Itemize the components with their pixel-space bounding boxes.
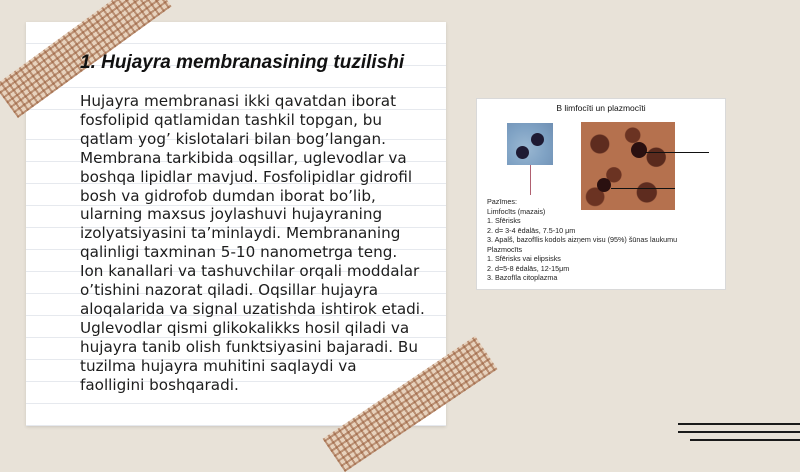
decorative-line [690,439,800,441]
plasmocyte-cell [631,142,647,158]
legend-line: 1. Sfērisks [487,216,521,225]
legend-line: Pazīmes: [487,197,517,206]
figure-legend [487,197,677,283]
lymphocyte-cell [516,146,529,159]
legend-line: 2. d=5-8 ēdalās, 12-15μm [487,263,570,273]
legend-line: 3. Apalš, bazofīlis kodols aizņem visu (95%) šūnas laukumu [487,235,678,244]
plasmocyte-cell [597,178,611,192]
legend-line: 3. Bazofīla citoplazma [487,273,558,282]
pointer-line [530,165,531,195]
legend-line: Plazmocīts [487,244,523,254]
figure-title: B limfocīti un plazmocīti [556,103,646,113]
legend-line: 2. d= 3-4 ēdalās, 7.5-10 μm [487,225,576,235]
pointer-line [645,152,709,153]
slide-title: 1. Hujayra membranasining tuzilishi [80,52,405,73]
lymphocyte-cell [531,133,544,146]
decorative-line [678,423,800,425]
decorative-line [678,431,800,433]
pointer-line [611,188,675,189]
legend-line: Limfocīts (mazais) [487,206,546,216]
microscopy-figure [476,98,726,290]
legend-line: 1. Sfērisks vai elipsisks [487,254,561,263]
lymphocyte-micrograph [507,123,553,165]
slide-body-text: Hujayra membranasi ikki qavatdan iborat fosfolipid qatlamidan tashkil topgan, bu qatlam yog’ kislotalari bilan bog’langan. Membrana tarkibida oqsillar, uglevodlar va boshqa lipidlar mavjud. Fosfolipidlar gidrofil bosh va gidrofob dumdan iborat bo’lib, ularning maxsus joylashuvi hujayraning izolyatsiyasini ta’minlaydi. Membrananing qalinligi taxminan 5-10 nanometrga teng. Ion kanallari va tashuvchilar orqali moddalar o’tishini nazorat qiladi. Oqsillar hujayra aloqalarida va signal uzatishda ishtirok etadi. Uglevodlar qismi glikokalikks hosil qiladi va hujayra tanib olish funktsiyasini bajaradi. Bu tuzilma hujayra muhitini saqlaydi va faolligini boshqaradi. [80,92,425,394]
